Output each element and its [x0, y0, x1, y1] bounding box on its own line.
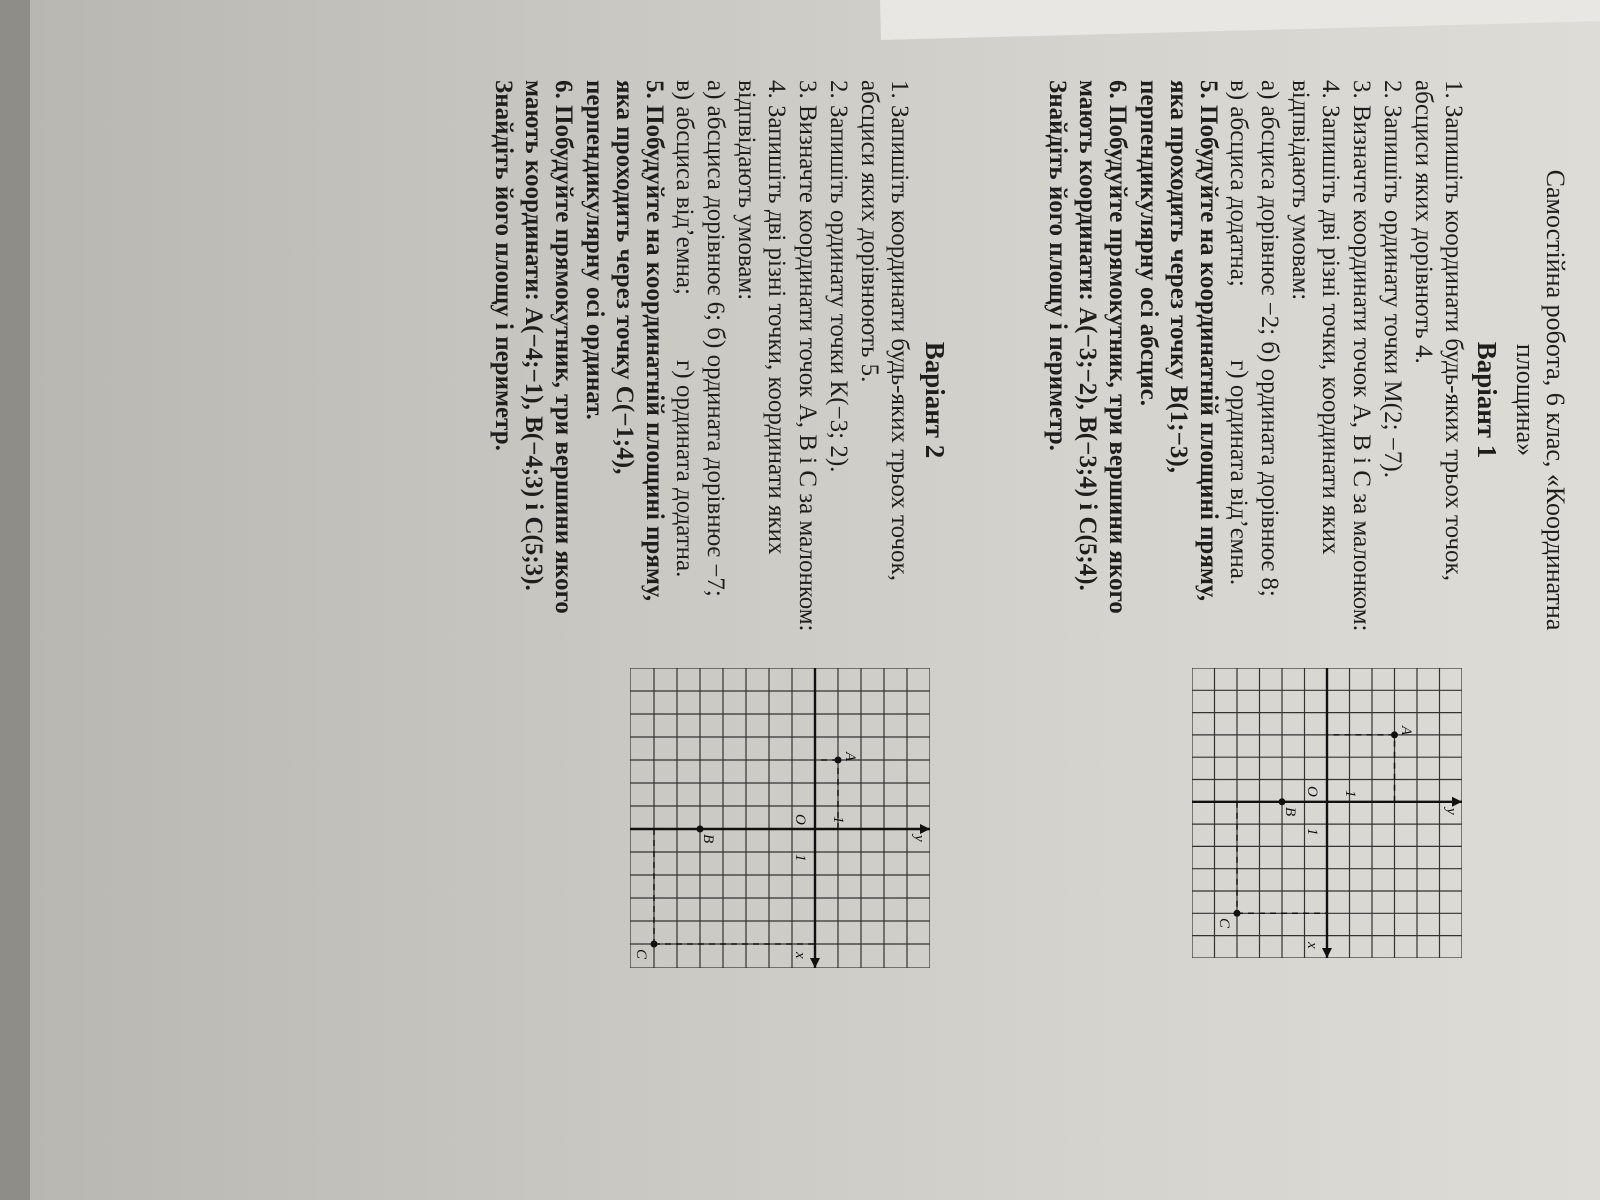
v2-task5: 5. Побудуйте на координатній площині пряму, яка проходить через точку С(−1;4), перпендикулярну осі ординат.: [581, 80, 668, 602]
v1-point-b: [1279, 798, 1286, 805]
v2-point-a: [835, 757, 842, 764]
v1-label-a: A: [1398, 726, 1414, 736]
v2-label-b: B: [700, 834, 716, 844]
v2-one-y-label: 1: [830, 816, 846, 824]
v2-label-c: C: [633, 949, 649, 960]
v2-x-arrow-icon: [810, 958, 820, 968]
v2-label-a: A: [842, 752, 858, 762]
v1-task2: 2. Запишіть ординату точки М(2; −7).: [1379, 80, 1406, 478]
v2-task3: 3. Визначте координати точок А, В і С за малонком:: [794, 80, 821, 632]
rotated-page: [40, 40, 1580, 1160]
v2-point-c: [651, 941, 658, 948]
variant1-heading: Варіант 1: [1472, 341, 1502, 459]
v1-task1: 1. Запишіть координати будь-яких трьох точок, абсциси яких дорівнють 4.: [1410, 80, 1467, 581]
v1-task4-options: [1223, 80, 1253, 640]
v2-origin-label: O: [792, 814, 808, 825]
v1-point-c: [1234, 910, 1241, 917]
v1-task4v: в) абсциса додатна;: [1225, 80, 1252, 287]
v1-task4: 4. Запишіть дві різні точки, координати яких відпвідають умовам:: [1287, 80, 1344, 555]
v2-y-arrow-icon: [920, 824, 930, 834]
v1-task4a: а) абсциса дорівнює −2; б) ордината дорівнює 8;: [1256, 80, 1283, 597]
variant1-grid: [1192, 668, 1462, 958]
v1-one-y-label: 1: [1342, 790, 1358, 798]
variant2-grid-svg: [630, 668, 930, 968]
variant2-tasks: [487, 80, 914, 640]
v1-point-a: [1391, 731, 1398, 738]
v2-one-x-label: 1: [792, 854, 808, 862]
v2-task4v: в) абсциса від’емна;: [671, 80, 698, 295]
v2-task2: 2. Запишіть ординату точки К(−3; 2).: [825, 80, 852, 473]
v2-task4g: г) ордината додатна.: [671, 360, 698, 578]
v1-x-label: x: [1304, 942, 1320, 949]
document-title: Самостійна робота, 6 клас, «Координатна площина»: [1511, 169, 1570, 631]
v2-task6: 6. Побудуйте прямокутник, три вершини якого мають координати: А(−4;−1), В(−4;3) і С(5;3). Знайдіть його площу і периметр.: [490, 80, 577, 614]
v1-y-arrow-icon: [1452, 797, 1462, 807]
v2-y-label: y: [911, 835, 927, 842]
v1-x-arrow-icon: [1322, 948, 1332, 958]
v1-task4g: г) ордината від’ємна.: [1225, 360, 1252, 586]
v2-x-label: x: [792, 952, 808, 959]
v1-task3: 3. Визначте координати точок А, В і С за малонком:: [1348, 80, 1375, 632]
v1-task6: 6. Побудуйте прямокутник, три вершини якого мають координати: А(−3;−2), В(−3;4) і С(5;4). Знайдіть його площу і периметр.: [1044, 80, 1131, 614]
v1-task5: 5. Побудуйте на координатній площині пряму, яка проходить через точку В(1;−3), перпендикулярну осі абсцис.: [1135, 80, 1222, 602]
variant2-heading: Варіант 2: [920, 341, 950, 459]
v2-task4-options: [669, 80, 699, 640]
variant2-grid: [630, 668, 930, 968]
v1-label-b: B: [1282, 807, 1298, 817]
v1-one-x-label: 1: [1304, 828, 1320, 836]
variant1-grid-svg: [1192, 668, 1462, 958]
v2-task4: 4. Запишіть дві різні точки, координати яких відпвідають умовам:: [733, 80, 790, 555]
v1-origin-label: O: [1304, 786, 1320, 797]
v1-label-c: C: [1216, 918, 1232, 929]
v1-y-label: y: [1443, 808, 1459, 815]
variant1-tasks: [1041, 80, 1468, 640]
v2-task1: 1. Запишіть координати будь-яких трьох точок, абсциси яких дорівнюють 5.: [856, 80, 913, 581]
v2-point-b: [697, 826, 704, 833]
v2-task4a: а) абсциса дорівнює 6; б) ордината дорівнює −7;: [702, 80, 729, 597]
